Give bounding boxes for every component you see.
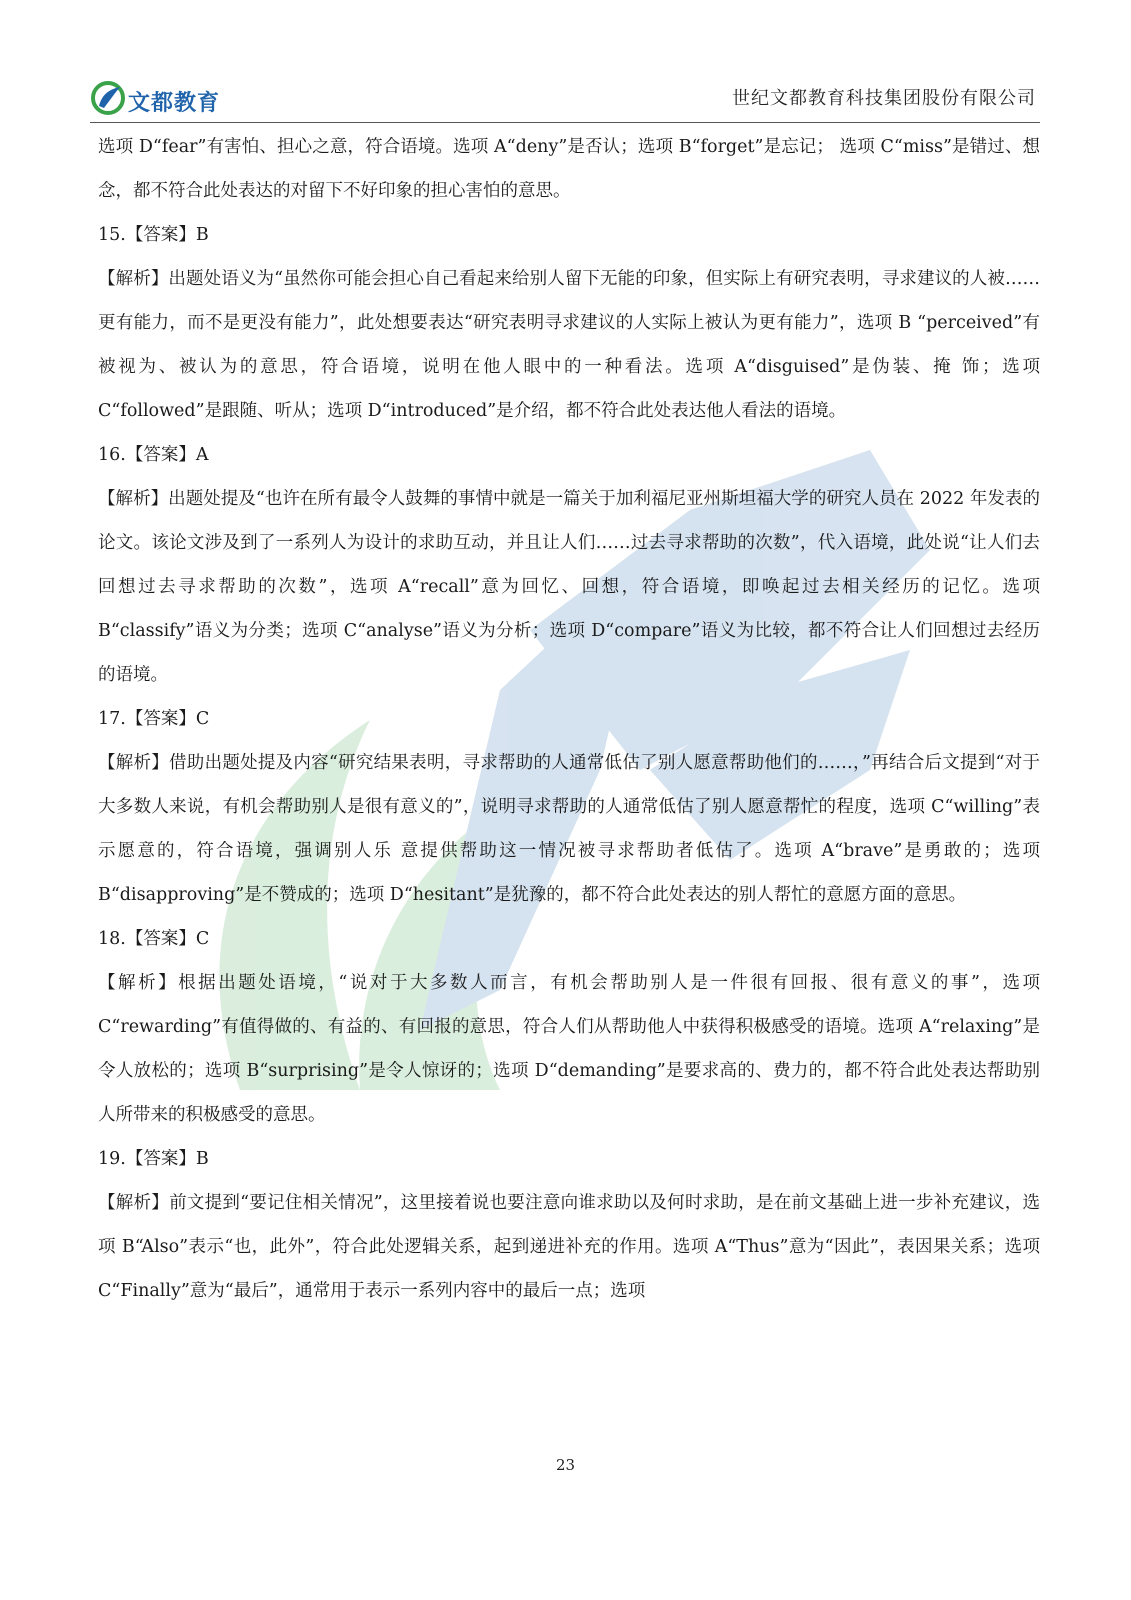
page-header [90,76,1040,123]
answer-18: 18.【答案】C [98,929,210,949]
brand-name: 文都教育 [128,91,221,116]
analysis-17: 【解析】借助出题处提及内容“研究结果表明，寻求帮助的人通常低估了别人愿意帮助他们的……，”再结合后文提到“对于大多数人来说，有机会帮助别人是很有意义的”，说明寻求帮助的人通常低估了别人愿意帮忙的程度，选项 C“willing”表示愿意的，符合语境，强调别人乐 意提供帮助这一情况被寻求帮助者低估了。选项 A“brave”是勇敢的；选项 B“disapproving”是不赞成的；选项 D“hesitant”是犹豫的，都不符合此处表达的别人帮忙的意愿方面的意思。 [98,753,1040,905]
answer-15: 15.【答案】B [98,225,209,245]
brand-logo [90,80,240,120]
analysis-15: 【解析】出题处语义为“虽然你可能会担心自己看起来给别人留下无能的印象，但实际上有研究表明，寻求建议的人被……更有能力，而不是更没有能力”，此处想要表达“研究表明寻求建议的人实际上被认为更有能力”，选项 B “perceived”有被视为、被认为的意思，符合语境，说明在他人眼中的一种看法。选项 A“disguised”是伪装、掩 饰；选项 C“followed”是跟随、听从；选项 D“introduced”是介绍，都不符合此处表达他人看法的语境。 [98,269,1040,421]
analysis-18: 【解析】根据出题处语境，“说对于大多数人而言，有机会帮助别人是一件很有回报、很有意义的事”，选项 C“rewarding”有值得做的、有益的、有回报的意思，符合人们从帮助他人中获得积极感受的语境。选项 A“relaxing”是令人放松的；选项 B“surprising”是令人惊讶的；选项 D“demanding”是要求高的、费力的，都不符合此处表达帮助别人所带来的积极感受的意思。 [98,973,1040,1125]
answer-16: 16.【答案】A [98,445,209,465]
brand-leaf-icon [90,80,126,116]
page-number: 23 [555,1456,576,1474]
analysis-16: 【解析】出题处提及“也许在所有最令人鼓舞的事情中就是一篇关于加利福尼亚州斯坦福大学的研究人员在 2022 年发表的论文。该论文涉及到了一系列人为设计的求助互动，并且让人们……过去寻求帮助的次数”，代入语境，此处说“让人们去回想过去寻求帮助的次数”，选项 A“recall”意为回忆、回想，符合语境，即唤起过去相关经历的记忆。选项 B“classify”语义为分类；选项 C“analyse”语义为分析；选项 D“compare”语义为比较，都不符合让人们回想过去经历的语境。 [98,489,1040,685]
answer-19: 19.【答案】B [98,1149,209,1169]
analysis-19: 【解析】前文提到“要记住相关情况”，这里接着说也要注意向谁求助以及何时求助，是在前文基础上进一步补充建议，选项 B“Also”表示“也，此外”，符合此处逻辑关系，起到递进补充的作用。选项 A“Thus”意为“因此”，表因果关系；选项 C“Finally”意为“最后”，通常用于表示一系列内容中的最后一点；选项 [98,1193,1040,1301]
company-name: 世纪文都教育科技集团股份有限公司 [732,88,1036,109]
document-body [98,125,1040,1313]
answer-17: 17.【答案】C [98,709,210,729]
paragraph-option-d-fear: 选项 D“fear”有害怕、担心之意，符合语境。选项 A“deny”是否认；选项 B“forget”是忘记； 选项 C“miss”是错过、想念，都不符合此处表达的对留下不好印象的担心害怕的意思。 [98,137,1040,201]
